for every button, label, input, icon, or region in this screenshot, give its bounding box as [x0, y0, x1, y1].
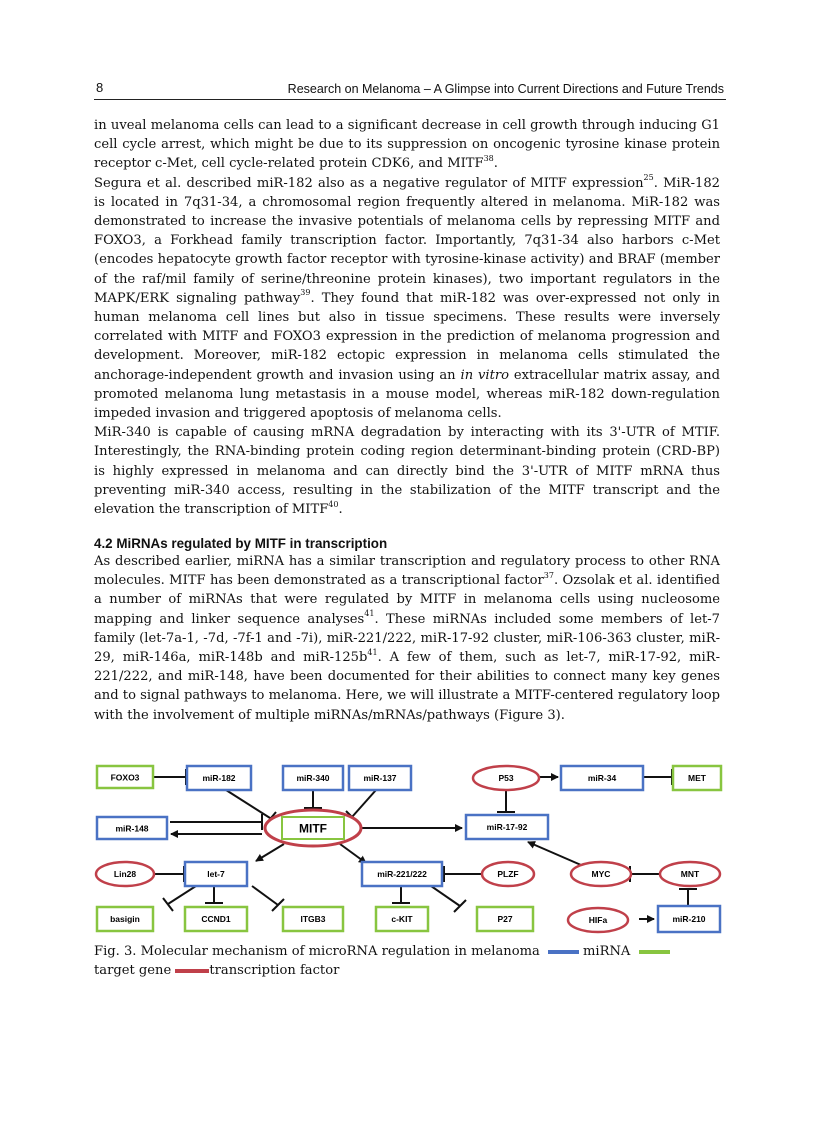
edge-mitf-let7	[256, 844, 284, 861]
label-myc: MYC	[591, 869, 611, 879]
node-hifa	[568, 908, 628, 932]
legend-gene: target gene	[94, 963, 172, 978]
label-hifa: HIFa	[588, 915, 608, 925]
edge-let7-itgb3	[252, 886, 278, 905]
label-mir1792: miR-17-92	[486, 822, 528, 832]
node-mir34	[561, 766, 643, 790]
label-p53: P53	[498, 773, 514, 783]
text-run: . MiR-182 is located in 7q31-34, a chromosomal region frequently altered in melanoma. MiR-182 was demonstrated to increase the invasive potentials of melanoma cells by repressing MITF and FOXO3, a Forkhead family transcription factor. Importantly, 7q31-34 also harbors c-Met (encodes hepatocyte growth factor receptor with tyrosine-kinase activity) and BRAF (member of the raf/mil family of serine/threonine protein kinases), two important regulators in the MAPK/ERK signaling pathway	[94, 175, 720, 306]
citation: 38	[483, 154, 494, 164]
paragraph	[94, 552, 720, 725]
figure-caption	[94, 942, 726, 980]
body-text-block-2	[94, 552, 720, 725]
label-mnt: MNT	[680, 869, 700, 879]
node-myc	[571, 862, 631, 886]
node-mir148	[97, 817, 167, 839]
text-run: As described earlier, miRNA has a similar transcription and regulatory process to other RNA molecules. MITF has been demonstrated as a transcriptional factor	[94, 554, 720, 589]
paragraph	[94, 174, 720, 424]
edge-mir221-p27	[431, 886, 460, 906]
label-mir221: miR-221/222	[377, 869, 427, 879]
edge-let7-basigin	[168, 886, 196, 904]
paragraph	[94, 116, 720, 174]
legend-swatch-mirna	[548, 950, 579, 954]
section-heading: 4.2 MiRNAs regulated by MITF in transcription	[94, 536, 388, 551]
node-lin28	[96, 862, 154, 886]
label-met: MET	[688, 773, 706, 783]
caption-text: Fig. 3. Molecular mechanism of microRNA regulation in melanoma	[94, 944, 540, 959]
label-lin28: Lin28	[113, 869, 137, 879]
label-mir182: miR-182	[202, 773, 236, 783]
label-mir148: miR-148	[115, 823, 149, 834]
label-itgb3: ITGB3	[300, 914, 326, 924]
edge-mir137-mitf	[352, 790, 376, 817]
citation: 41	[364, 609, 375, 619]
text-run: MiR-340 is capable of causing mRNA degradation by interacting with its 3'-UTR of MTIF. Interestingly, the RNA-binding protein coding region determinant-binding protein (CRD-BP) is highly expressed in melanoma and can directly bind the 3'-UTR of MITF mRNA thus preventing miR-340 access, resulting in the stabilization of the MITF transcript and the elevation the transcription of MITF	[94, 425, 720, 518]
node-mitf	[265, 810, 361, 846]
text-run: . Ozsolak et al. identified a number of miRNAs that were regulated by MITF in melanoma cells using nucleosome mapping and linker sequence analyses	[94, 573, 720, 627]
citation: 41	[367, 647, 378, 657]
node-plzf	[482, 862, 534, 886]
node-mir340	[283, 766, 343, 790]
text-run: in uveal melanoma cells can lead to a significant decrease in cell growth through inducing G1 cell cycle arrest, which might be due to its suppression on oncogenic tyrosine kinase protein receptor c-Met, cell cycle-related protein CDK6, and MITF	[94, 118, 720, 172]
text-run: extracellular matrix assay, and promoted melanoma lung metastasis in a mouse model, whereas miR-182 down-regulation impeded invasion and triggered apoptosis of melanoma cells.	[94, 367, 720, 422]
node-met	[673, 766, 721, 790]
italic-term: in vitro	[460, 367, 510, 383]
body-text-block-1	[94, 116, 720, 519]
running-title: Research on Melanoma – A Glimpse into Current Directions and Future Trends	[287, 82, 724, 96]
legend-swatch-gene	[639, 950, 670, 954]
node-mir221	[362, 862, 442, 886]
text-run: .	[338, 502, 343, 518]
page-number: 8	[96, 80, 104, 95]
node-p53	[473, 766, 539, 790]
label-mitf: MITF	[299, 821, 327, 836]
text-run: . They found that miR-182 was over-expressed not only in human melanoma cell lines but also in tissue specimens. These results were inversely correlated with MITF and FOXO3 expression in the prediction of melanoma progression and development. Moreover, miR-182 ectopic expression in melanoma cells stimulated the anchorage-independent growth and invasion using an	[94, 290, 720, 383]
label-let7: let-7	[207, 869, 225, 879]
label-mir340: miR-340	[296, 773, 330, 783]
label-p27: P27	[497, 914, 513, 924]
text-run: Segura et al. described miR-182 also as a negative regulator of MITF expression	[94, 175, 644, 191]
label-mir137: miR-137	[363, 773, 397, 783]
label-foxo3: FOXO3	[110, 772, 140, 783]
node-mir1792	[466, 815, 548, 839]
edge-mitf-mir221	[340, 844, 366, 863]
edge-mir182-mitf	[226, 790, 270, 818]
legend-mirna: miRNA	[583, 944, 631, 959]
citation: 37	[543, 570, 554, 580]
node-mir210	[658, 906, 720, 932]
text-run: . These miRNAs included some members of let-7 family (let-7a-1, -7d, -7f-1 and -7i), miR-221/222, miR-17-92 cluster, miR-106-363 cluster, miR-29, miR-146a, miR-148b and miR-125b	[94, 611, 720, 666]
node-mnt	[660, 862, 720, 886]
label-ckit: c-KIT	[391, 914, 413, 924]
figure-3-diagram	[94, 760, 726, 940]
legend-tf: transcription factor	[209, 963, 340, 978]
label-plzf: PLZF	[497, 869, 519, 879]
paragraph	[94, 423, 720, 519]
citation: 39	[300, 288, 311, 298]
node-ckit	[376, 907, 428, 931]
legend-swatch-tf	[175, 969, 209, 973]
text-run: . A few of them, such as let-7, miR-17-92, miR-221/222, and miR-148, have been documented for their abilities to connect many key genes and to signal pathways to melanoma. Here, we will illustrate a MITF-centered regulatory loop with the involvement of multiple miRNAs/mRNAs/pathways (Figure 3).	[94, 650, 720, 723]
figure-nodes	[96, 766, 721, 932]
label-mir34: miR-34	[587, 773, 617, 783]
node-let7	[185, 862, 247, 886]
node-itgb3	[283, 907, 343, 931]
node-basigin	[97, 907, 153, 931]
node-ccnd1	[185, 907, 247, 931]
label-basigin: basigin	[110, 914, 140, 924]
label-mir210: miR-210	[672, 914, 706, 924]
node-p27	[477, 907, 533, 931]
text-run: .	[493, 156, 498, 172]
label-ccnd1: CCND1	[201, 914, 231, 924]
node-mir137	[349, 766, 411, 790]
citation: 25	[643, 173, 654, 183]
citation: 40	[328, 499, 339, 509]
edge-myc-mir1792	[528, 842, 581, 865]
node-foxo3	[97, 766, 153, 788]
node-mir182	[187, 766, 251, 790]
running-header	[94, 79, 726, 100]
